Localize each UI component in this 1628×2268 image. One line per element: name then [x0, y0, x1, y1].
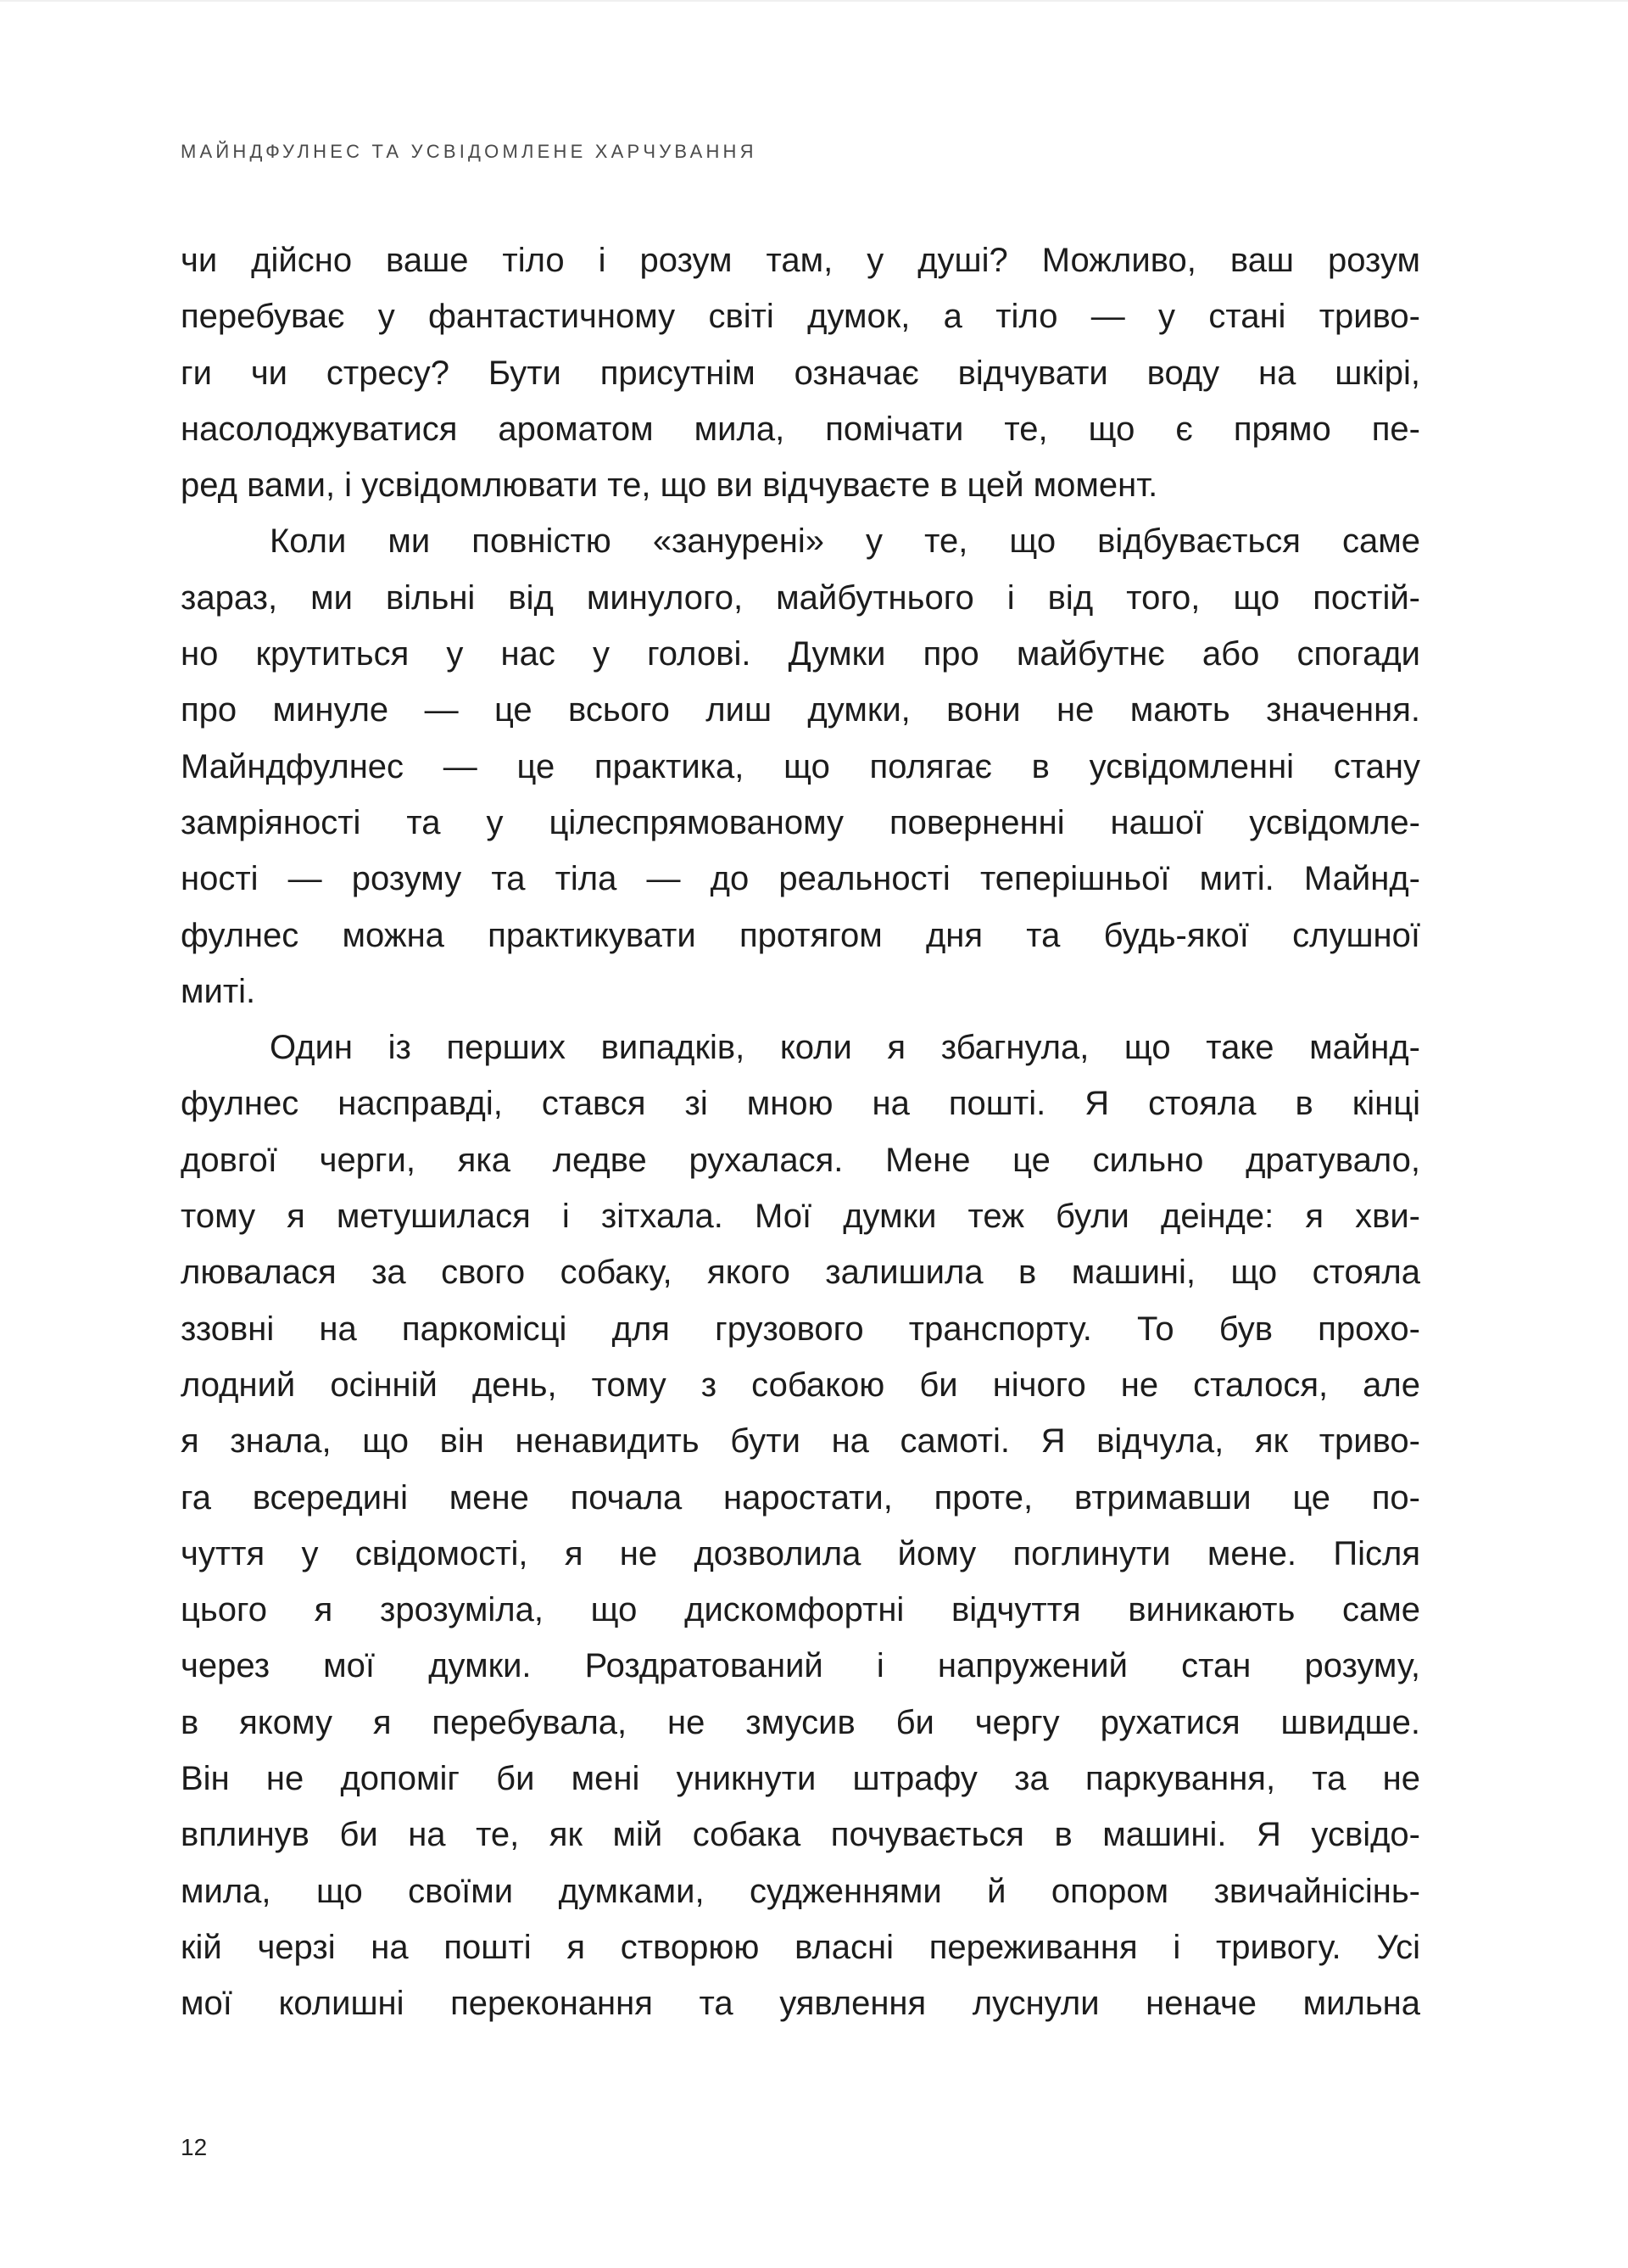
text-line: Майндфулнес — це практика, що полягає в усвідомленні стану [181, 747, 1420, 785]
text-line: кій черзі на пошті я створюю власні переживання і тривогу. Усі [181, 1928, 1420, 1966]
text-line: ги чи стресу? Бути присутнім означає відчувати воду на шкірі, [181, 354, 1420, 392]
text-line: цього я зрозуміла, що дискомфортні відчуття виникають саме [181, 1591, 1420, 1629]
text-line: Він не допоміг би мені уникнути штрафу за паркування, та не [181, 1760, 1420, 1798]
text-line: довгої черги, яка ледве рухалася. Мене це сильно дратувало, [181, 1141, 1420, 1179]
text-line: лювалася за свого собаку, якого залишила в машині, що стояла [181, 1254, 1420, 1292]
text-line: ззовні на паркомісці для грузового транспорту. То був прохо- [181, 1310, 1420, 1348]
text-line: но крутиться у нас у голові. Думки про майбутнє або спогади [181, 635, 1420, 673]
text-line: мої колишні переконання та уявлення луснули неначе мильна [181, 1985, 1420, 2023]
text-line: насолоджуватися ароматом мила, помічати те, що є прямо пе- [181, 410, 1420, 448]
paragraph-2 [181, 513, 1420, 1019]
text-line: ред вами, і усвідомлювати те, що ви відчуваєте в цей момент. [181, 466, 1158, 505]
text-line: перебуває у фантастичному світі думок, а тіло — у стані триво- [181, 298, 1420, 336]
text-line: Один із перших випадків, коли я збагнула, що таке майнд- [270, 1029, 1420, 1067]
running-head: МАЙНДФУЛНЕС ТА УСВІДОМЛЕНЕ ХАРЧУВАННЯ [181, 141, 757, 162]
text-line: чуття у свідомості, я не дозволила йому поглинути мене. Після [181, 1534, 1420, 1573]
body-text [181, 232, 1420, 2032]
paragraph-3 [181, 1019, 1420, 2031]
text-line: я знала, що він ненавидить бути на самоті. Я відчула, як триво- [181, 1422, 1420, 1461]
text-line: ності — розуму та тіла — до реальності теперішньої миті. Майнд- [181, 860, 1420, 898]
text-line: замріяності та у цілеспрямованому поверненні нашої усвідомле- [181, 803, 1420, 841]
text-line: фулнес можна практикувати протягом дня та будь-якої слушної [181, 916, 1420, 954]
text-line: миті. [181, 972, 256, 1010]
text-line: лодний осінній день, тому з собакою би нічого не сталося, але [181, 1366, 1420, 1404]
text-line: чи дійсно ваше тіло і розум там, у душі? Можливо, ваш розум [181, 242, 1420, 279]
text-line: Коли ми повністю «занурені» у те, що відбувається саме [270, 522, 1420, 561]
paragraph-1 [181, 232, 1420, 513]
text-line: га всередині мене почала наростати, проте, втримавши це по- [181, 1478, 1420, 1517]
text-line: в якому я перебувала, не змусив би чергу рухатися швидше. [181, 1703, 1420, 1741]
text-line: фулнес насправді, стався зі мною на пошті. Я стояла в кінці [181, 1085, 1420, 1123]
text-line: вплинув би на те, як мій собака почувається в машині. Я усвідо- [181, 1816, 1420, 1854]
text-line: зараз, ми вільні від минулого, майбутнього і від того, що постій- [181, 578, 1420, 617]
page-top-edge [0, 0, 1628, 2]
text-line: тому я метушилася і зітхала. Мої думки теж були деінде: я хви- [181, 1198, 1420, 1236]
text-line: мила, що своїми думками, судженнями й опором звичайнісінь- [181, 1872, 1420, 1910]
text-line: через мої думки. Роздратований і напружений стан розуму, [181, 1647, 1420, 1685]
page-number: 12 [181, 2134, 208, 2160]
text-line: про минуле — це всього лиш думки, вони не мають значення. [181, 691, 1420, 729]
